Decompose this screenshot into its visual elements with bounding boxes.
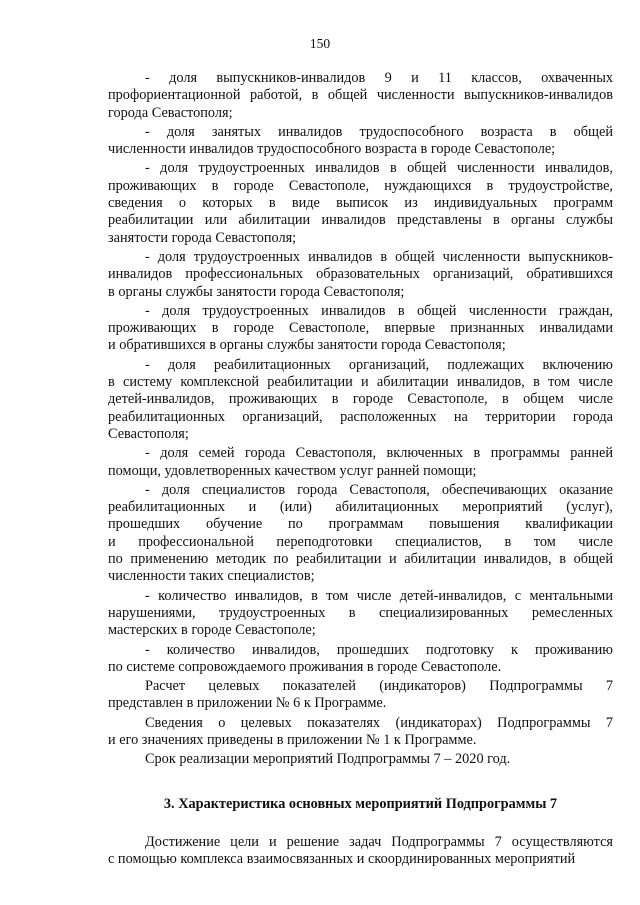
text-line: занятости города Севастополя; <box>108 229 297 246</box>
text-line: нарушениями, трудоустроенных в специализированных ремесленных <box>108 604 613 621</box>
text-line: Севастополя; <box>108 425 189 442</box>
text-line: и профессиональной переподготовки специалистов, в том числе <box>108 533 613 550</box>
text-line: - доля занятых инвалидов трудоспособного возраста в общей <box>145 123 613 140</box>
text-line: - доля трудоустроенных инвалидов в общей численности граждан, <box>145 302 613 319</box>
paragraph-list <box>108 70 613 769</box>
text-line: помощи, удовлетворенных качеством услуг ранней помощи; <box>108 462 477 479</box>
text-line: - доля выпускников-инвалидов 9 и 11 классов, охваченных <box>145 70 613 86</box>
text-line: реабилитации или абилитации инвалидов представлены в органы службы <box>108 212 613 229</box>
text-line: Расчет целевых показателей (индикаторов) Подпрограммы 7 <box>145 678 613 695</box>
text-line: Сведения о целевых показателях (индикаторах) Подпрограммы 7 <box>145 714 613 731</box>
document-body <box>108 70 613 868</box>
text-line: по применению методик по реабилитации и абилитации инвалидов, в общей <box>108 551 613 568</box>
text-line: и его значениях приведены в приложении № 1 к Программе. <box>108 731 477 748</box>
text-line: проживающих в городе Севастополе, нуждающихся в трудоустройстве, <box>108 177 613 194</box>
paragraph <box>108 303 613 355</box>
paragraph <box>108 642 613 677</box>
closing-paragraph <box>108 834 613 869</box>
paragraph <box>108 124 613 159</box>
text-line: реабилитационных и (или) абилитационных мероприятий (услуг), <box>108 499 613 516</box>
text-line: Срок реализации мероприятий Подпрограммы 7 – 2020 год. <box>145 751 511 768</box>
paragraph <box>108 70 613 122</box>
paragraph <box>108 715 613 750</box>
text-line: детей-инвалидов, проживающих в городе Севастополе, в общем числе <box>108 391 613 408</box>
paragraph <box>108 160 613 246</box>
text-line: - доля реабилитационных организаций, подлежащих включению <box>145 356 613 373</box>
text-line: в органы службы занятости города Севастополя; <box>108 283 405 300</box>
paragraph <box>108 445 613 480</box>
paragraph <box>108 482 613 586</box>
section-heading: 3. Характеристика основных мероприятий Подпрограммы 7 <box>163 795 558 812</box>
text-line: инвалидов профессиональных образовательных организаций, обратившихся <box>108 266 613 283</box>
page-number: 150 <box>309 36 331 51</box>
text-line: - доля трудоустроенных инвалидов в общей численности выпускников- <box>145 248 613 265</box>
text-line: численности инвалидов трудоспособного возраста в городе Севастополе; <box>108 141 556 158</box>
text-line: Достижение цели и решение задач Подпрограммы 7 осуществляются <box>145 833 613 850</box>
text-line: проживающих в городе Севастополе, впервые признанных инвалидами <box>108 320 613 337</box>
paragraph <box>108 249 613 301</box>
text-line: реабилитационных организаций, расположенных на территории города <box>108 408 613 425</box>
text-line: с помощью комплекса взаимосвязанных и скоординированных мероприятий <box>108 851 576 868</box>
text-line: города Севастополя; <box>108 104 233 121</box>
text-line: по системе сопровождаемого проживания в городе Севастополе. <box>108 658 502 675</box>
paragraph <box>108 751 613 768</box>
text-line: сведения о которых в виде выписок из индивидуальных программ <box>108 195 613 212</box>
paragraph <box>108 678 613 713</box>
paragraph <box>108 588 613 640</box>
text-line: - количество инвалидов, прошедших подготовку к проживанию <box>145 641 613 658</box>
text-line: - доля специалистов города Севастополя, обеспечивающих оказание <box>145 481 613 498</box>
text-line: прошедших обучение по программам повышения квалификации <box>108 516 613 533</box>
text-line: мастерских в городе Севастополе; <box>108 622 316 639</box>
text-line: - доля семей города Севастополя, включенных в программы ранней <box>145 445 613 462</box>
text-line: в систему комплексной реабилитации и абилитации инвалидов, в том числе <box>108 374 613 391</box>
text-line: - количество инвалидов, в том числе детей-инвалидов, с ментальными <box>145 587 613 604</box>
text-line: - доля трудоустроенных инвалидов в общей численности инвалидов, <box>145 160 613 177</box>
text-line: представлен в приложении № 6 к Программе. <box>108 695 387 712</box>
text-line: профориентационной работой, в общей численности выпускников-инвалидов <box>108 87 613 104</box>
text-line: численности таких специалистов; <box>108 568 315 585</box>
text-line: и обратившихся в органы службы занятости города Севастополя; <box>108 337 506 354</box>
paragraph <box>108 357 613 443</box>
